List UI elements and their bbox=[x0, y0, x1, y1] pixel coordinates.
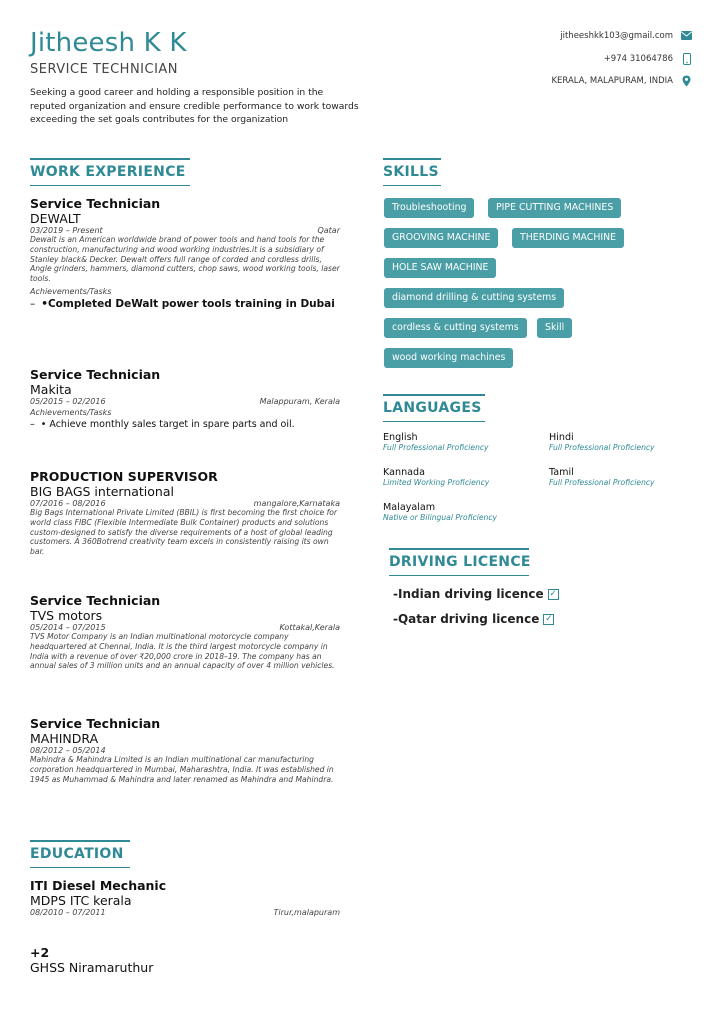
job-location: Kottakal,Kerala bbox=[279, 623, 340, 632]
job-dates: 03/2019 – Present bbox=[30, 226, 103, 235]
achievement-text: •Completed DeWalt power tools training in Dubai bbox=[41, 297, 335, 310]
language-item bbox=[383, 467, 489, 487]
job-company: DEWALT bbox=[30, 211, 81, 226]
job-title: Service Technician bbox=[30, 593, 161, 608]
job-meta bbox=[30, 226, 340, 235]
achievements-label: Achievements/Tasks bbox=[30, 408, 112, 417]
job-company: MAHINDRA bbox=[30, 731, 99, 746]
job-entry bbox=[30, 196, 340, 310]
bullet-dash: – bbox=[30, 419, 35, 430]
language-item bbox=[549, 432, 655, 452]
licence-label: -Qatar driving licence bbox=[393, 612, 540, 626]
checkbox-checked-icon: ✓ bbox=[545, 614, 553, 624]
driving-rule-bottom bbox=[389, 575, 529, 576]
skill-chip: HOLE SAW MACHINE bbox=[384, 258, 496, 278]
phone-text[interactable]: +974 31064786 bbox=[603, 53, 673, 64]
email-text[interactable]: jitheeshkk103@gmail.com bbox=[560, 30, 673, 41]
envelope-icon bbox=[681, 30, 692, 41]
job-dates: 08/2012 – 05/2014 bbox=[30, 746, 106, 755]
job-company: TVS motors bbox=[30, 608, 103, 623]
job-description: Dewalt is an American worldwide brand of power tools and hand tools for the construction, manufacturing and wood working industries.it is a subsidiary of Stanley black& Decker. Dewalt offers full range of corded and cordless drills, Angle grinders, hammers, diamond cutters, chop saws, wood working tools, laser tools. bbox=[30, 235, 340, 284]
education-school: GHSS Niramaruthur bbox=[30, 960, 154, 975]
licence-label: -Indian driving licence bbox=[393, 587, 544, 601]
skill-chip: GROOVING MACHINE bbox=[384, 228, 498, 248]
job-entry bbox=[30, 367, 340, 430]
driving-rule-top bbox=[389, 548, 529, 550]
languages-rule-top bbox=[383, 394, 485, 396]
job-title: Service Technician bbox=[30, 196, 161, 211]
job-location: Malappuram, Kerala bbox=[259, 397, 340, 406]
job-dates: 05/2014 – 07/2015 bbox=[30, 623, 106, 632]
skill-chip: PIPE CUTTING MACHINES bbox=[488, 198, 621, 218]
education-meta bbox=[30, 908, 340, 917]
skill-chip: THERDING MACHINE bbox=[512, 228, 624, 248]
language-item bbox=[549, 467, 655, 487]
language-item bbox=[383, 432, 489, 452]
languages-section-title: LANGUAGES bbox=[383, 400, 482, 416]
driving-section-title: DRIVING LICENCE bbox=[389, 554, 531, 570]
work-rule-bottom bbox=[30, 185, 190, 186]
skills-rule-bottom bbox=[383, 185, 441, 186]
contact-email-row bbox=[560, 30, 692, 41]
job-entry bbox=[30, 469, 340, 557]
achievement-item bbox=[30, 298, 340, 310]
language-name: English bbox=[383, 432, 418, 443]
job-title: PRODUCTION SUPERVISOR bbox=[30, 469, 218, 484]
driving-licence-item bbox=[393, 587, 559, 601]
language-name: Tamil bbox=[549, 467, 574, 478]
education-entry bbox=[30, 878, 340, 917]
bullet-dash: – bbox=[30, 297, 36, 310]
job-title: Service Technician bbox=[30, 716, 161, 731]
job-meta bbox=[30, 623, 340, 632]
job-description: Mahindra & Mahindra Limited is an Indian multinational car manufacturing corporation headquartered in Mumbai, Maharashtra, India. It was established in 1945 as Muhammad & Mahindra and later renamed as Mahindra and Mahindra. bbox=[30, 755, 334, 784]
skill-chip: Skill bbox=[537, 318, 572, 338]
education-location: Tirur,malapuram bbox=[273, 908, 340, 917]
job-company: Makita bbox=[30, 382, 72, 397]
education-degree: ITI Diesel Mechanic bbox=[30, 878, 167, 893]
driving-licence-item bbox=[393, 612, 554, 626]
job-location: mangalore,Karnataka bbox=[253, 499, 340, 508]
skill-chip: cordless & cutting systems bbox=[384, 318, 527, 338]
job-dates: 07/2016 – 08/2016 bbox=[30, 499, 106, 508]
achievement-item bbox=[30, 419, 340, 430]
language-level: Full Professional Proficiency bbox=[549, 443, 655, 452]
achievements-label: Achievements/Tasks bbox=[30, 286, 112, 296]
education-rule-bottom bbox=[30, 867, 130, 868]
language-level: Full Professional Proficiency bbox=[383, 443, 489, 452]
skill-chip: Troubleshooting bbox=[384, 198, 474, 218]
education-rule-top bbox=[30, 840, 130, 842]
job-meta bbox=[30, 499, 340, 508]
job-company: BIG BAGS international bbox=[30, 484, 174, 499]
education-dates: 08/2010 – 07/2011 bbox=[30, 908, 106, 917]
language-level: Native or Bilingual Proficiency bbox=[383, 513, 498, 522]
job-meta bbox=[30, 397, 340, 406]
contact-location-row bbox=[551, 75, 692, 86]
language-item bbox=[383, 502, 497, 522]
candidate-name: Jitheesh K K bbox=[30, 28, 187, 58]
checkbox-checked-icon: ✓ bbox=[549, 589, 557, 599]
skill-chip: wood working machines bbox=[384, 348, 513, 368]
education-school: MDPS ITC kerala bbox=[30, 893, 132, 908]
languages-rule-bottom bbox=[383, 421, 485, 422]
job-description: TVS Motor Company is an Indian multinational motorcycle company headquartered at Chennai, India. It is the third largest motorcycle company in India with a revenue of over ₹20,000 crore in 2018–19. The company has an annual sales of 3 million units and an annual capacity of over 4 million vehicles. bbox=[30, 632, 335, 671]
summary-text: Seeking a good career and holding a responsible position in the reputed organization and ensure credible performance to work towards exceeding the set goals contributes for the organization bbox=[30, 87, 359, 125]
skills-section-title: SKILLS bbox=[383, 164, 439, 180]
job-entry bbox=[30, 593, 340, 671]
job-title: Service Technician bbox=[30, 367, 161, 382]
language-name: Hindi bbox=[549, 432, 574, 443]
skill-chip: diamond drilling & cutting systems bbox=[384, 288, 564, 308]
language-name: Malayalam bbox=[383, 502, 436, 513]
achievement-text: • Achieve monthly sales target in spare parts and oil. bbox=[40, 419, 295, 430]
language-name: Kannada bbox=[383, 467, 426, 478]
job-description: Big Bags International Private Limited (BBIL) is first becoming the first choice for world class FIBC (Flexible Intermediate Bulk Container) products and solutions custom-designed to satisfy the diverse requirements of a host of global leading customers. A 360Botrend creativity team excels in consistently raising its own bar. bbox=[30, 508, 338, 557]
language-level: Limited Working Proficiency bbox=[383, 478, 490, 487]
contact-phone-row bbox=[604, 53, 692, 64]
location-text: KERALA, MALAPURAM, INDIA bbox=[551, 75, 673, 86]
job-location: Qatar bbox=[317, 226, 340, 235]
job-role: SERVICE TECHNICIAN bbox=[30, 62, 179, 77]
job-entry bbox=[30, 716, 340, 784]
language-level: Full Professional Proficiency bbox=[549, 478, 655, 487]
map-pin-icon bbox=[681, 75, 692, 86]
phone-icon bbox=[681, 53, 692, 64]
education-degree: +2 bbox=[30, 945, 50, 960]
work-rule-top bbox=[30, 158, 190, 160]
education-section-title: EDUCATION bbox=[30, 846, 124, 862]
job-dates: 05/2015 – 02/2016 bbox=[30, 397, 106, 406]
skills-rule-top bbox=[383, 158, 441, 160]
work-section-title: WORK EXPERIENCE bbox=[30, 164, 186, 180]
education-entry bbox=[30, 945, 153, 975]
job-meta bbox=[30, 746, 340, 755]
